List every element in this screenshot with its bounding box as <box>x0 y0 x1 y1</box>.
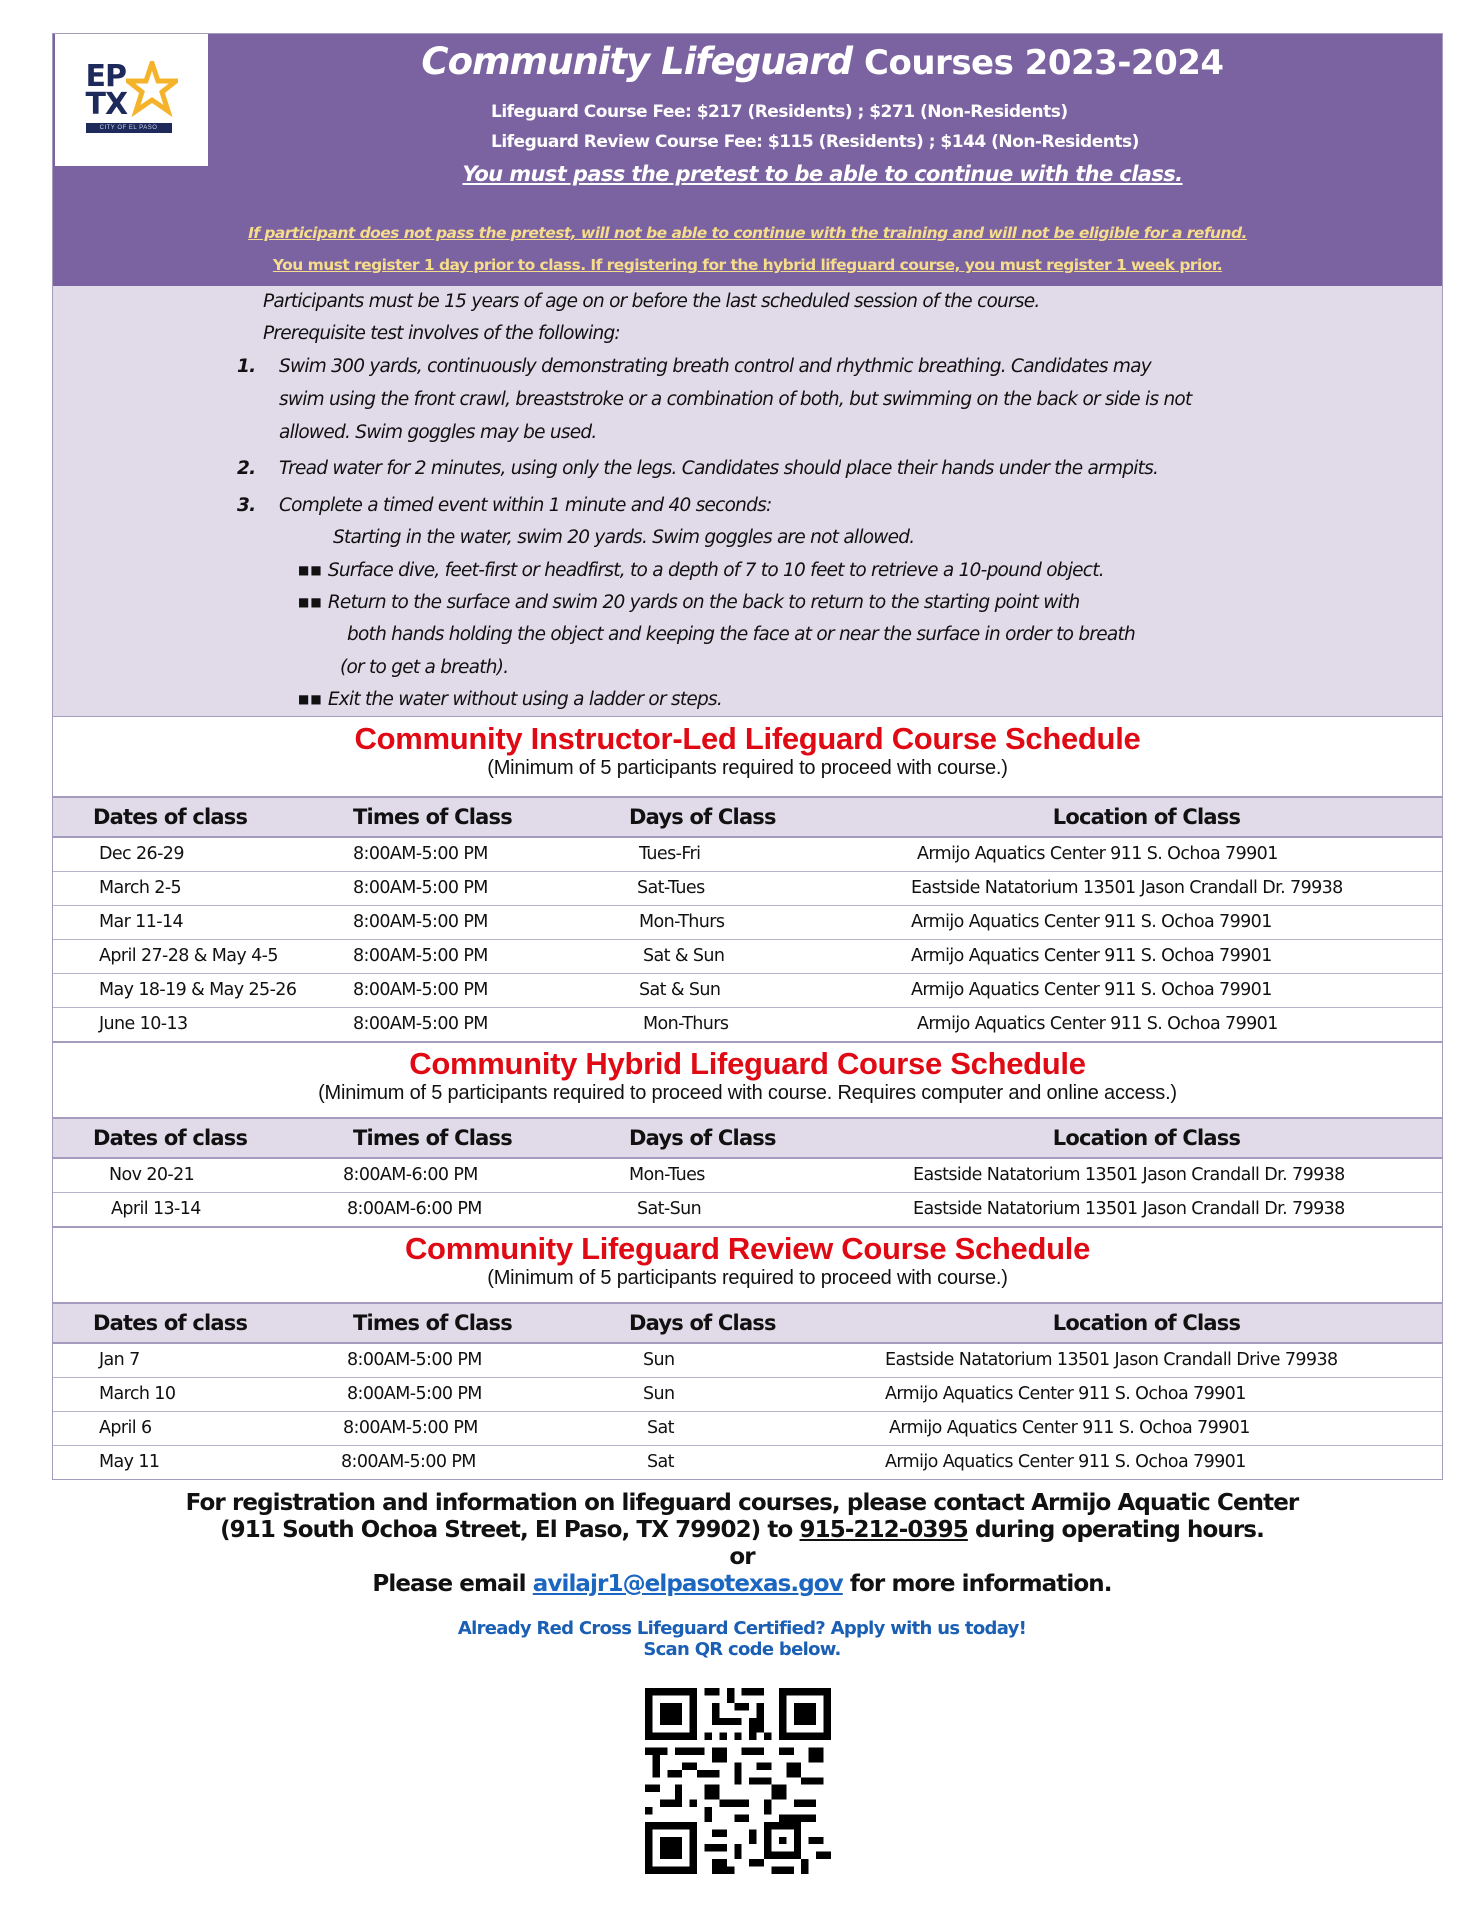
cell-date: Nov 20-21 <box>53 1158 313 1192</box>
section-title: Community Instructor-Led Lifeguard Course Schedule <box>354 721 1141 756</box>
col-location: Location of Class <box>851 797 1442 837</box>
bullet-item: ■■ Surface dive, feet-first or headfirst, to a depth of 7 to 10 feet to retrieve a 10-pound object. <box>298 560 1104 581</box>
cell-location: Armijo Aquatics Center 911 S. Ochoa 79901 <box>851 905 1442 939</box>
cell-days: Sat <box>647 1452 674 1473</box>
table-row <box>53 1007 1442 1041</box>
table-row <box>53 837 1442 871</box>
title-rest: Courses 2023-2024 <box>864 43 1224 83</box>
review-schedule-table <box>53 1302 1442 1479</box>
table-row <box>53 1411 1442 1445</box>
col-days: Days of Class <box>583 1303 851 1343</box>
table-row <box>53 1377 1442 1411</box>
item-1-line: allowed. Swim goggles may be used. <box>279 422 597 443</box>
flyer <box>52 33 1443 1480</box>
review-course-fee: Lifeguard Review Course Fee: $115 (Residents) ; $144 (Non-Residents) <box>491 132 1139 152</box>
table-row <box>53 905 1442 939</box>
instructor-led-schedule-header <box>53 716 1442 796</box>
cell-date: April 27-28 & May 4-5 <box>53 939 313 973</box>
item-1-line: swim using the front crawl, breaststroke or a combination of both, but swimming on the back or side is not <box>279 389 1192 410</box>
item-number: 1. <box>237 356 256 377</box>
cell-location: Armijo Aquatics Center 911 S. Ochoa 79901 <box>851 939 1442 973</box>
apply-line-1: Already Red Cross Lifeguard Certified? Apply with us today! <box>457 1618 1027 1639</box>
cell-time: 8:00AM-6:00 PM <box>313 1158 583 1192</box>
cell-days: Sat <box>583 1411 851 1445</box>
cell-days: Sat & Sun <box>583 973 851 1007</box>
review-schedule-header <box>53 1226 1442 1302</box>
table-row <box>53 871 1442 905</box>
square-bullet-icon: ■■ <box>298 692 323 706</box>
section-note: (Minimum of 5 participants required to proceed with course. Requires computer and online access.) <box>318 1082 1177 1104</box>
instructor-led-schedule-table <box>53 796 1442 1041</box>
col-days: Days of Class <box>583 1118 851 1158</box>
bullet-continuation: (or to get a breath). <box>340 657 509 678</box>
table-row <box>53 1445 1442 1479</box>
cell-location: Armijo Aquatics Center 911 S. Ochoa 79901 <box>851 1411 1442 1445</box>
cell-location: Eastside Natatorium 13501 Jason Crandall Dr. 79938 <box>913 1199 1345 1220</box>
bullet-item: ■■ Return to the surface and swim 20 yards on the back to return to the starting point with <box>298 592 1080 613</box>
cell-days: Sat-Sun <box>637 1199 702 1220</box>
cell-date: May 11 <box>99 1452 160 1473</box>
cell-time: 8:00AM-5:00 PM <box>313 837 583 871</box>
email-link[interactable]: avilajr1@elpasotexas.gov <box>532 1571 843 1597</box>
col-location: Location of Class <box>851 1118 1442 1158</box>
cell-date: March 2-5 <box>53 871 313 905</box>
col-days: Days of Class <box>583 797 851 837</box>
registration-warning: You must register 1 day prior to class. If registering for the hybrid lifeguard course, you must register 1 week prior. <box>272 256 1223 274</box>
cell-location: Eastside Natatorium 13501 Jason Crandall Drive 79938 <box>851 1343 1442 1377</box>
table-header-row <box>53 797 1442 837</box>
table-row <box>53 1192 1442 1226</box>
contact-line-1: For registration and information on lifeguard courses, please contact Armijo Aquatic Center <box>185 1490 1299 1516</box>
item-1-line: Swim 300 yards, continuously demonstrating breath control and rhythmic breathing. Candidates may <box>279 356 1151 377</box>
cell-time: 8:00AM-5:00 PM <box>313 1343 583 1377</box>
bullet-item: ■■ Exit the water without using a ladder or steps. <box>298 689 722 710</box>
square-bullet-icon: ■■ <box>298 595 323 609</box>
cell-days: Sat-Tues <box>583 871 851 905</box>
cell-location: Armijo Aquatics Center 911 S. Ochoa 79901 <box>917 1014 1278 1035</box>
col-dates: Dates of class <box>53 1303 313 1343</box>
prereq-intro: Prerequisite test involves of the following: <box>263 323 620 344</box>
cell-date: May 18-19 & May 25-26 <box>53 973 313 1007</box>
title-italic: Community Lifeguard <box>421 40 853 83</box>
hybrid-schedule-header <box>53 1041 1442 1117</box>
header-banner <box>53 34 1442 286</box>
refund-warning: If participant does not pass the pretest, will not be able to continue with the training and will not be eligible for a refund. <box>248 224 1247 242</box>
col-dates: Dates of class <box>53 1118 313 1158</box>
item-2-line: Tread water for 2 minutes, using only the legs. Candidates should place their hands under the armpits. <box>279 458 1159 479</box>
contact-line-2: (911 South Ochoa Street, El Paso, TX 79902) to 915-212-0395 during operating hours. <box>220 1517 1264 1543</box>
cell-time: 8:00AM-5:00 PM <box>313 1411 583 1445</box>
table-row <box>53 1158 1442 1192</box>
cell-location: Armijo Aquatics Center 911 S. Ochoa 79901 <box>851 1377 1442 1411</box>
item-number: 3. <box>237 495 256 516</box>
logo-ep: EP <box>85 59 126 94</box>
phone-link[interactable]: 915-212-0395 <box>799 1517 968 1543</box>
cell-time: 8:00AM-5:00 PM <box>341 1452 476 1473</box>
item-3-line: Complete a timed event within 1 minute and 40 seconds: <box>279 495 772 516</box>
cell-date: April 6 <box>53 1411 313 1445</box>
cell-time: 8:00AM-5:00 PM <box>353 1014 488 1035</box>
item-number: 2. <box>237 458 256 479</box>
cell-location: Eastside Natatorium 13501 Jason Crandall Dr. 79938 <box>851 1158 1442 1192</box>
section-title: Community Lifeguard Review Course Schedule <box>404 1231 1091 1266</box>
prerequisites-section <box>53 286 1442 716</box>
col-dates: Dates of class <box>53 797 313 837</box>
section-note: (Minimum of 5 participants required to proceed with course.) <box>487 1267 1008 1289</box>
cell-days: Mon-Thurs <box>643 1014 729 1035</box>
cell-time: 8:00AM-5:00 PM <box>313 905 583 939</box>
bullet-continuation: both hands holding the object and keeping the face at or near the surface in order to breath <box>347 624 1135 645</box>
cell-days: Mon-Tues <box>583 1158 851 1192</box>
cell-time: 8:00AM-6:00 PM <box>347 1199 482 1220</box>
logo-band: CITY OF EL PASO <box>86 123 172 133</box>
col-location: Location of Class <box>851 1303 1442 1343</box>
item-3-sub-intro: Starting in the water, swim 20 yards. Swim goggles are not allowed. <box>333 527 915 548</box>
cell-location: Eastside Natatorium 13501 Jason Crandall Dr. 79938 <box>851 871 1442 905</box>
contact-footer <box>0 1490 1484 1660</box>
table-row <box>53 1343 1442 1377</box>
cell-date: March 10 <box>53 1377 313 1411</box>
cell-days: Tues-Fri <box>583 837 851 871</box>
hybrid-schedule-table <box>53 1117 1442 1226</box>
cell-date: Mar 11-14 <box>53 905 313 939</box>
or-separator: or <box>729 1544 755 1570</box>
cell-days: Sun <box>583 1377 851 1411</box>
col-times: Times of Class <box>313 1303 583 1343</box>
square-bullet-icon: ■■ <box>298 563 323 577</box>
col-times: Times of Class <box>313 1118 583 1158</box>
course-fee: Lifeguard Course Fee: $217 (Residents) ; $271 (Non-Residents) <box>491 102 1068 122</box>
cell-days: Sat & Sun <box>583 939 851 973</box>
email-line: Please email avilajr1@elpasotexas.gov for more information. <box>372 1571 1112 1597</box>
col-times: Times of Class <box>313 797 583 837</box>
page-title <box>53 40 1442 83</box>
table-row <box>53 939 1442 973</box>
cell-days: Sun <box>583 1343 851 1377</box>
cell-time: 8:00AM-5:00 PM <box>313 871 583 905</box>
cell-time: 8:00AM-5:00 PM <box>313 1377 583 1411</box>
cell-location: Armijo Aquatics Center 911 S. Ochoa 79901 <box>885 1452 1246 1473</box>
cell-date: June 10-13 <box>99 1014 188 1035</box>
table-header-row <box>53 1118 1442 1158</box>
age-requirement: Participants must be 15 years of age on or before the last scheduled session of the course. <box>263 291 1040 312</box>
table-header-row <box>53 1303 1442 1343</box>
cell-date: April 13-14 <box>111 1199 201 1220</box>
qr-code-icon[interactable] <box>645 1688 831 1874</box>
apply-line-2: Scan QR code below. <box>643 1639 841 1660</box>
cell-time: 8:00AM-5:00 PM <box>313 939 583 973</box>
cell-days: Mon-Thurs <box>583 905 851 939</box>
pretest-notice: You must pass the pretest to be able to continue with the class. <box>462 162 1183 186</box>
table-row <box>53 973 1442 1007</box>
section-title: Community Hybrid Lifeguard Course Schedule <box>409 1046 1086 1081</box>
cell-location: Armijo Aquatics Center 911 S. Ochoa 79901 <box>851 973 1442 1007</box>
cell-date: Dec 26-29 <box>53 837 313 871</box>
section-note: (Minimum of 5 participants required to proceed with course.) <box>487 757 1008 779</box>
logo-tx: TX <box>85 87 128 122</box>
cell-time: 8:00AM-5:00 PM <box>313 973 583 1007</box>
cell-date: Jan 7 <box>53 1343 313 1377</box>
cell-location: Armijo Aquatics Center 911 S. Ochoa 79901 <box>851 837 1442 871</box>
